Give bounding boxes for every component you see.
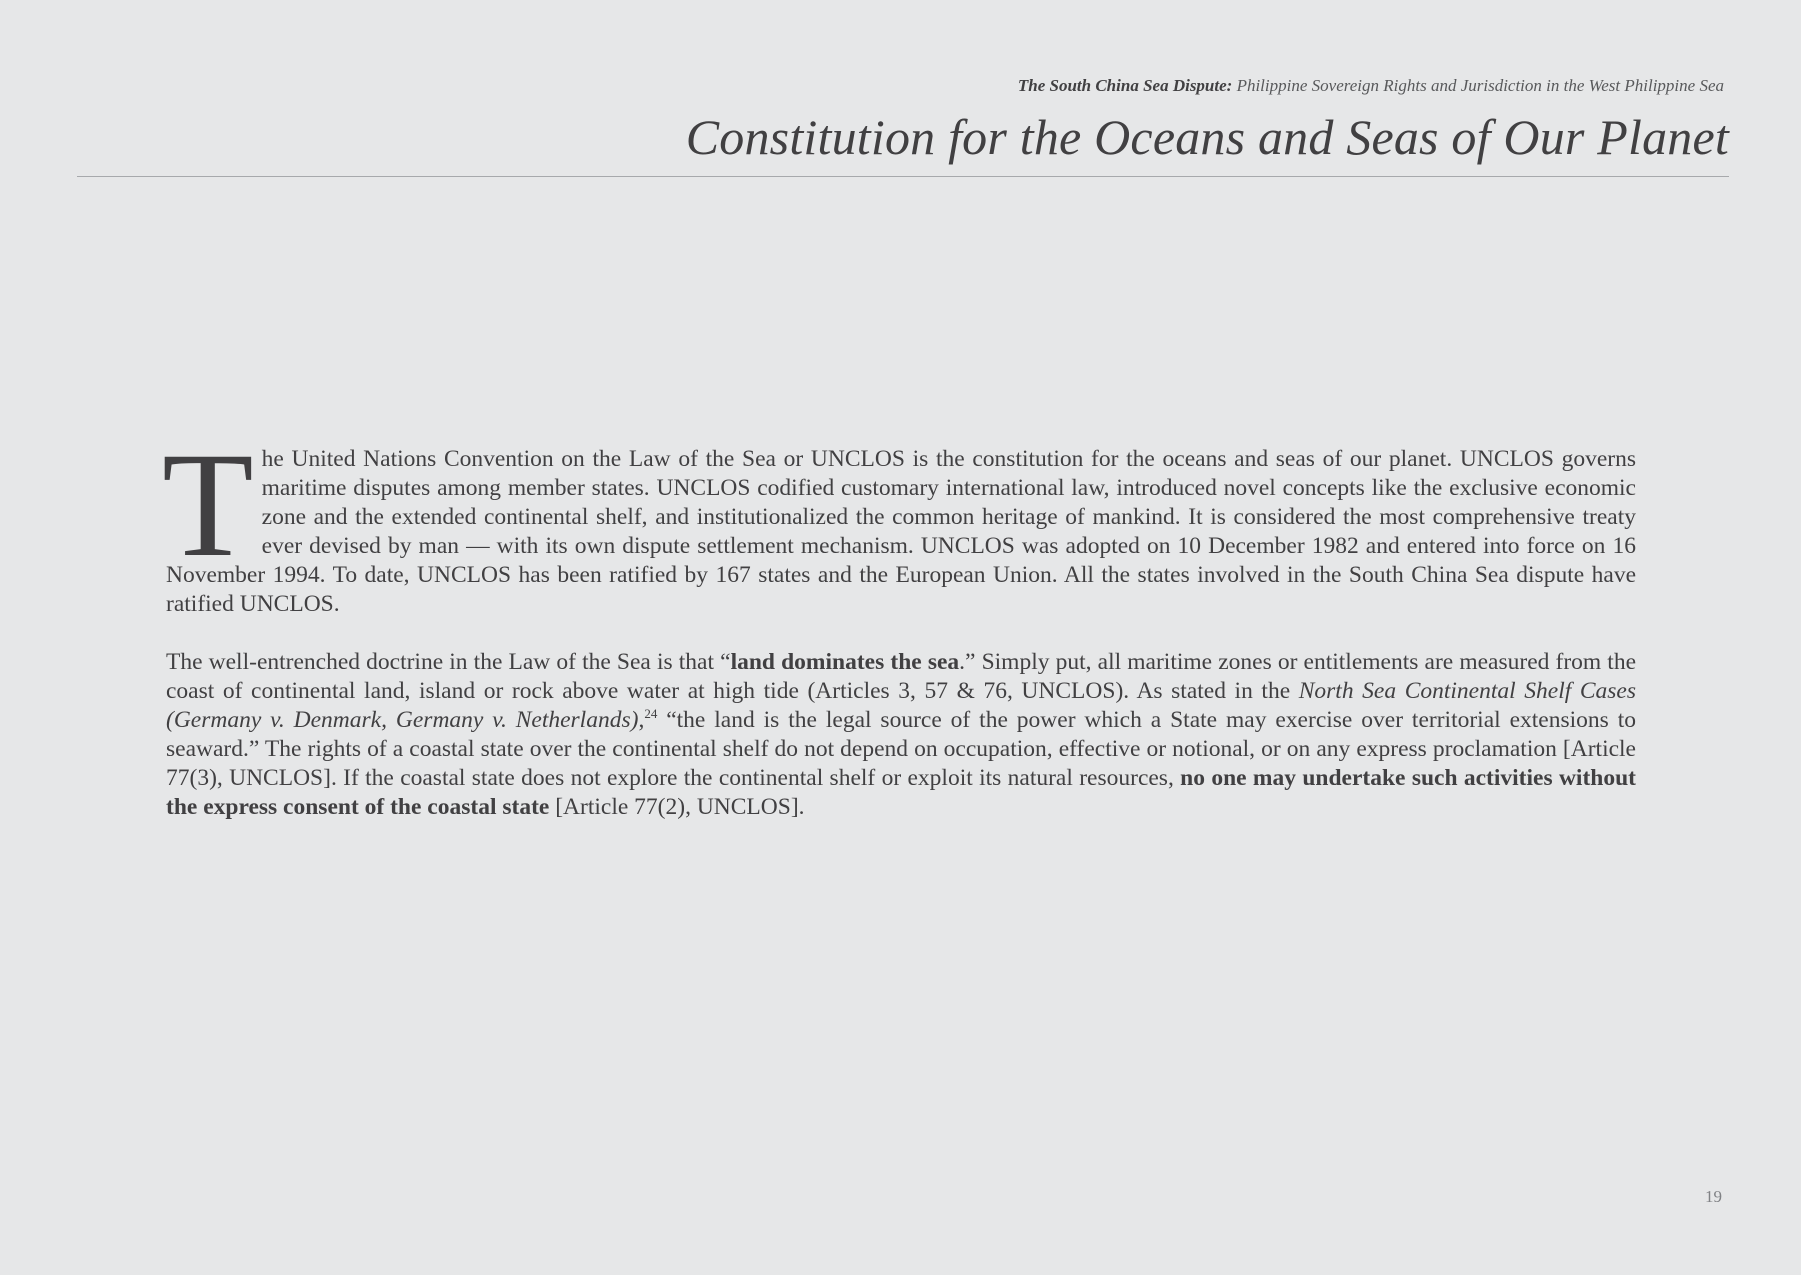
emphasis-consent: no one may undertake such activities without the express consent of the coastal state	[166, 765, 1636, 820]
paragraph-doctrine-text-2: .” Simply put, all maritime zones or entitlements are measured from the coast of continental land, island or rock above water at high tide (Articles 3, 57 & 76, UNCLOS). As stated in the	[166, 649, 1637, 704]
article-body	[162, 422, 1637, 851]
header-divider	[77, 176, 1729, 177]
paragraph-doctrine-text-1: The well-entrenched doctrine in the Law of the Sea is that “	[166, 649, 731, 675]
drop-cap: T	[162, 422, 254, 588]
paragraph-doctrine-text-3: ,	[638, 707, 645, 733]
running-header	[1018, 76, 1724, 96]
running-header-title: The South China Sea Dispute:	[1017, 76, 1233, 95]
case-citation: North Sea Continental Shelf Cases (Germany v. Denmark, Germany v. Netherlands)	[166, 678, 1636, 733]
paragraph-doctrine	[166, 648, 1636, 822]
paragraph-doctrine-text-5: [Article 77(2), UNCLOS].	[549, 794, 805, 820]
page-number: 19	[1705, 1187, 1722, 1206]
paragraph-doctrine-text-4: “the land is the legal source of the power which a State may exercise over territorial extensions to seaward.” The rights of a coastal state over the continental shelf do not depend on occupation, effective or notional, or on any express proclamation [Article 77(3), UNCLOS]. If the coastal state does not explore the continental shelf or exploit its natural resources,	[166, 707, 1636, 791]
paragraph-intro-text: he United Nations Convention on the Law of the Sea or UNCLOS is the constitution for the oceans and seas of our planet. UNCLOS governs maritime disputes among member states. UNCLOS codified customary international law, introduced novel concepts like the exclusive economic zone and the extended continental shelf, and institutionalized the common heritage of mankind. It is considered the most comprehensive treaty ever devised by man — with its own dispute settlement mechanism. UNCLOS was adopted on 10 December 1982 and entered into force on 16 November 1994. To date, UNCLOS has been ratified by 167 states and the European Union. All the states involved in the South China Sea dispute have ratified UNCLOS.	[166, 446, 1636, 617]
page-title: Constitution for the Oceans and Seas of Our Planet	[685, 109, 1729, 165]
footnote-reference[interactable]: 24	[644, 706, 658, 722]
emphasis-land-dominates: land dominates the sea	[730, 649, 960, 675]
running-header-subtitle: Philippine Sovereign Rights and Jurisdiction in the West Philippine Sea	[1236, 76, 1724, 95]
paragraph-intro	[162, 422, 1636, 619]
